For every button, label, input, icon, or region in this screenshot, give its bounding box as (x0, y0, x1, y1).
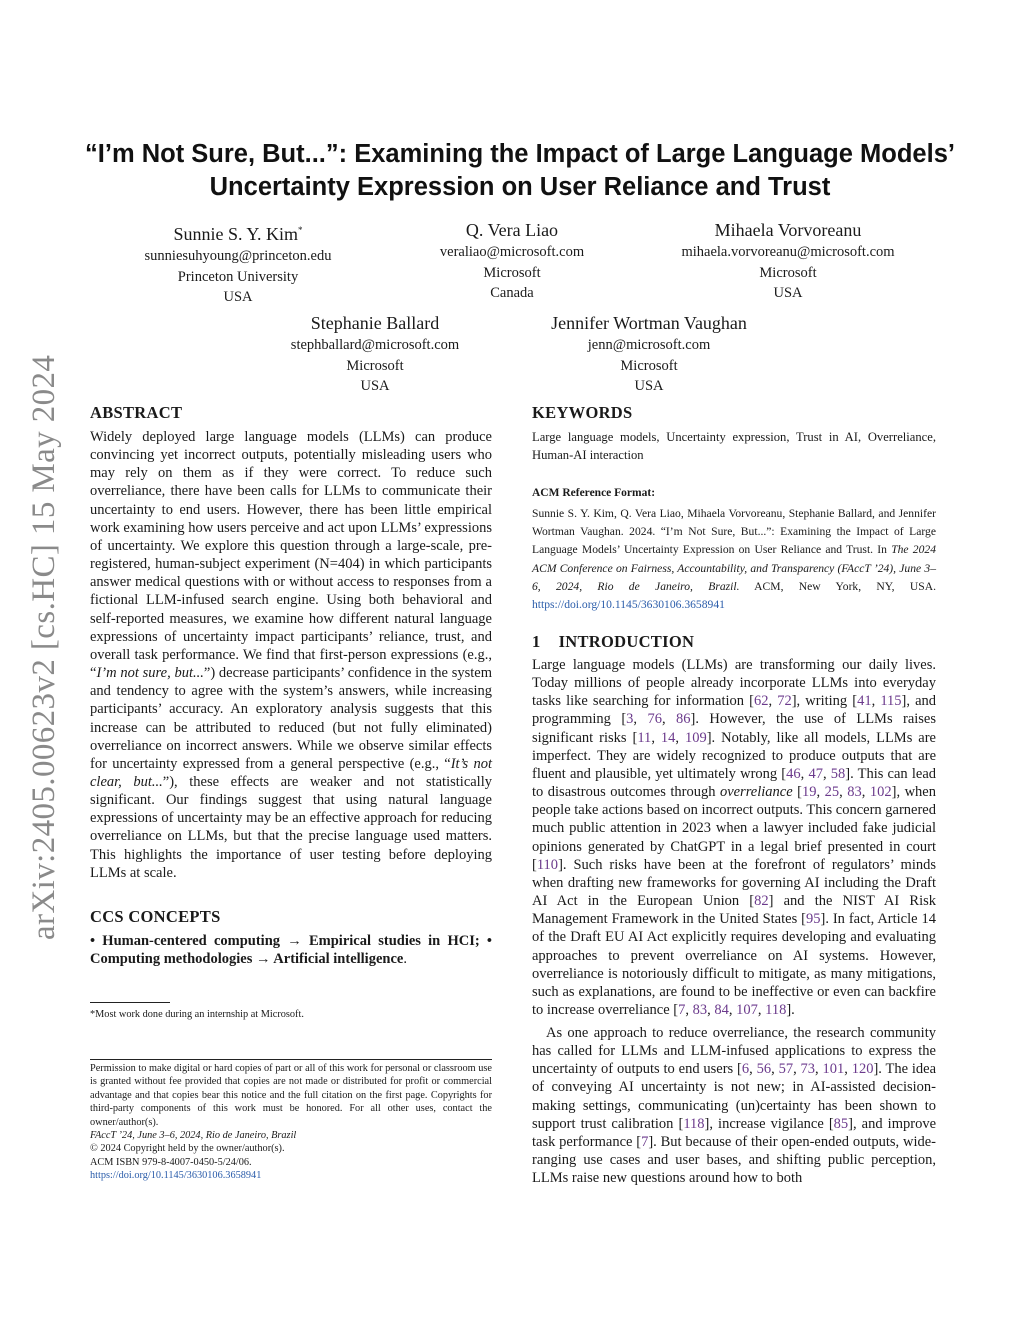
author-block (524, 311, 774, 397)
doi-link[interactable]: https://doi.org/10.1145/3630106.3658941 (90, 1170, 262, 1182)
intro-paragraph-2: As one approach to reduce overreliance, the research community has called for LLMs and LLM-infused applications to express the uncertainty of outputs to end users [6, 56, 57, 73, 101, 120]. The idea of conveying AI uncertainty is not new; in AI-assisted decision-making settings, communicating (un)certainty has been shown to support trust calibration [118], increase vigilance [85], and improve task performance [7]. But because of their open-ended outputs, wide-ranging use cases and user bases, and shifting public perception, LLMs raise new questions around how to both (532, 1025, 937, 1187)
permission-text: Permission to make digital or hard copies of part or all of this work for personal or classroom use is granted without fee provided that copies are not made or distributed for profit or commercial advantage and that copies bear this notice and the full citation on the first page. Copyrights for third-party components of this work must be honored. For all other uses, contact the owner/author(s). (90, 1063, 492, 1128)
citation[interactable]: 19 (802, 784, 817, 801)
citation[interactable]: 57 (778, 1061, 794, 1078)
citation[interactable]: 84 (714, 1001, 729, 1018)
keywords-text: Large language models, Uncertainty expression, Trust in AI, Overreliance, Human-AI interaction (532, 430, 936, 463)
citation[interactable]: 41 (857, 693, 872, 710)
keywords-heading: KEYWORDS (532, 403, 633, 422)
intro-heading: 1 INTRODUCTION (532, 632, 695, 651)
intro-paragraph-1: Large language models (LLMs) are transforming our daily lives. Today millions of people already incorporate LLMs into everyday tasks like searching for information [62, 72], writing [41, 115], and programming [3, 76, 86]. However, the use of LLMs raises significant risks [11, 14, 109]. Notably, like all models, LLMs are imperfect. They are widely recognized to produce outputs that are fluent and plausible, yet ultimately wrong [46, 47, 58]. This can lead to disastrous outcomes through overreliance [19, 25, 83, 102], when people take actions based on incorrect outputs. This concern garnered much public attention in 2023 when a lawyer included fake judicial opinions generated by ChatGPT in a legal brief presented in court [110]. Such risks have been at the forefront of regulators’ minds when drafting new frameworks for governing AI including the Draft AI Act in the European Union [82] and the NIST AI Risk Management Framework in the United States [95]. In fact, Article 14 of the Draft EU AI Act explicitly requires developing and evaluating approaches to prevent overreliance on AI systems. However, overreliance is notoriously difficult to mitigate, as many mitigations, such as explanations, are found to be ineffective or even can backfire to increase overreliance [7, 83, 84, 107, 118]. (532, 657, 937, 1018)
citation[interactable]: 83 (847, 784, 862, 801)
footnote: *Most work done during an internship at Microsoft. (90, 1009, 304, 1020)
footnote-divider (90, 1002, 170, 1003)
citation[interactable]: 101 (822, 1061, 845, 1078)
author-name: Mihaela Vorvoreanu (714, 220, 862, 240)
author-block (262, 311, 488, 397)
permission-block (90, 1062, 492, 1183)
citation[interactable]: 102 (869, 784, 892, 801)
arxiv-side-stamp: arXiv:2405.00623v2 [cs.HC] 15 May 2024 (26, 354, 62, 940)
author-block (650, 218, 926, 304)
author-affiliation: Microsoft (620, 357, 678, 374)
citation[interactable]: 25 (824, 784, 840, 801)
citation[interactable]: 83 (692, 1001, 708, 1018)
author-country: USA (634, 378, 664, 394)
citation[interactable]: 118 (765, 1001, 787, 1018)
citation[interactable]: 76 (647, 711, 662, 728)
author-name: Jennifer Wortman Vaughan (551, 313, 747, 333)
abstract-quote: I’m not sure, but... (96, 665, 204, 682)
citation[interactable]: 115 (880, 693, 902, 710)
author-name: Q. Vera Liao (465, 220, 559, 240)
citation[interactable]: 73 (800, 1061, 816, 1078)
author-affiliation: Princeton University (177, 268, 299, 285)
citation[interactable]: 109 (684, 729, 707, 746)
author-affiliation: Microsoft (346, 357, 404, 374)
citation[interactable]: 62 (753, 693, 769, 710)
citation[interactable]: 120 (851, 1061, 874, 1078)
venue-line: FAccT ’24, June 3–6, 2024, Rio de Janeiro, Brazil (90, 1130, 297, 1142)
citation[interactable]: 46 (786, 765, 801, 782)
paper-title: “I’m Not Sure, But...”: Examining the Impact of Large Language Models’ Uncertainty Expression on User Reliance and Trust (85, 140, 955, 201)
author-footnote-mark: * (298, 225, 303, 235)
citation[interactable]: 82 (754, 893, 769, 910)
ccs-heading: CCS CONCEPTS (90, 907, 221, 926)
author-country: USA (360, 378, 390, 394)
citation[interactable]: 72 (777, 693, 792, 710)
isbn-line: ACM ISBN 979-8-4007-0450-5/24/06. (90, 1156, 252, 1168)
ccs-concepts: • Human-centered computing → Empirical studies in HCI; • Computing methodologies → Artificial intelligence. (90, 933, 492, 968)
citation[interactable]: 85 (833, 1115, 849, 1132)
citation[interactable]: 7 (641, 1133, 649, 1150)
citation[interactable]: 3 (626, 711, 634, 728)
author-email[interactable]: sunniesuhyoung@princeton.edu (144, 248, 332, 264)
citation[interactable]: 110 (536, 856, 559, 873)
author-block (402, 218, 622, 304)
author-name: Sunnie S. Y. Kim (173, 224, 299, 244)
citation[interactable]: 86 (676, 711, 691, 728)
author-country: USA (223, 289, 253, 305)
author-email[interactable]: stephballard@microsoft.com (290, 337, 460, 353)
citation[interactable]: 118 (683, 1115, 705, 1132)
author-email[interactable]: jenn@microsoft.com (587, 337, 711, 353)
abstract-heading: ABSTRACT (90, 403, 183, 422)
citation[interactable]: 107 (736, 1001, 758, 1018)
abstract-quote: It’s not clear, but... (90, 755, 492, 790)
author-email[interactable]: mihaela.vorvoreanu@microsoft.com (681, 244, 895, 260)
author-email[interactable]: veraliao@microsoft.com (439, 244, 585, 260)
citation[interactable]: 95 (805, 911, 821, 928)
citation[interactable]: 6 (741, 1061, 750, 1078)
author-block (118, 218, 358, 308)
reference-format-heading: ACM Reference Format: (532, 487, 656, 499)
citation[interactable]: 47 (808, 765, 823, 782)
author-country: USA (773, 285, 803, 301)
citation[interactable]: 7 (678, 1001, 686, 1018)
abstract-text: Widely deployed large language models (LLMs) can produce convincing yet incorrect outputs, potentially misleading users who may rely on them as if they were correct. To reduce such overreliance, there have been calls for LLMs to communicate their uncertainty to end users. However, there has been little empirical work examining how users perceive and act upon LLMs’ expressions of uncertainty. We explore this question through a large-scale, pre-registered, human-subject experiment (N=404) in which participants answer medical questions with or without access to responses from a fictional LLM-infused search engine. Using both behavioral and self-reported measures, we examine how different natural language expressions of uncertainty impact participants’ reliance, trust, and overall task performance. We find that first-person expressions (e.g., “I’m not sure, but...”) decrease participants’ confidence in the system and tendency to agree with the system’s answers, while increasing participants’ accuracy. An exploratory analysis suggests that this increase can be attributed to reduced (but not fully eliminated) overreliance on incorrect answers. While we observe similar effects for uncertainty expressed from a general perspective (e.g., “It’s not clear, but...”), these effects are weaker and not statistically significant. Our findings suggest that using natural language expressions of uncertainty may be an effective approach for reducing overreliance on LLMs, but that the precise language used matters. This highlights the importance of user testing before deploying LLMs at scale. (90, 429, 492, 881)
permission-divider (90, 1059, 492, 1060)
author-affiliation: Microsoft (759, 264, 817, 281)
author-name: Stephanie Ballard (310, 313, 440, 333)
citation[interactable]: 11 (637, 729, 652, 746)
citation[interactable]: 14 (660, 729, 676, 746)
citation[interactable]: 56 (756, 1061, 772, 1078)
reference-format-text: Sunnie S. Y. Kim, Q. Vera Liao, Mihaela Vorvoreanu, Stephanie Ballard, and Jennifer Wortman Vaughan. 2024. “I’m Not Sure, But...”: Examining the Impact of Large Language Models’ Uncertainty Expression on User Reliance and Trust. In The 2024 ACM Conference on Fairness, Accountability, and Transparency (FAccT ’24), June 3–6, 2024, Rio de Janeiro, Brazil. ACM, New York, NY, USA. https://doi.org/10.1145/3630106.3658941 (532, 507, 936, 612)
copyright-line: © 2024 Copyright held by the owner/author(s). (90, 1143, 285, 1155)
author-affiliation: Microsoft (483, 264, 541, 281)
author-country: Canada (490, 285, 534, 301)
citation[interactable]: 58 (830, 765, 846, 782)
reference-doi-link[interactable]: https://doi.org/10.1145/3630106.3658941 (532, 598, 725, 612)
